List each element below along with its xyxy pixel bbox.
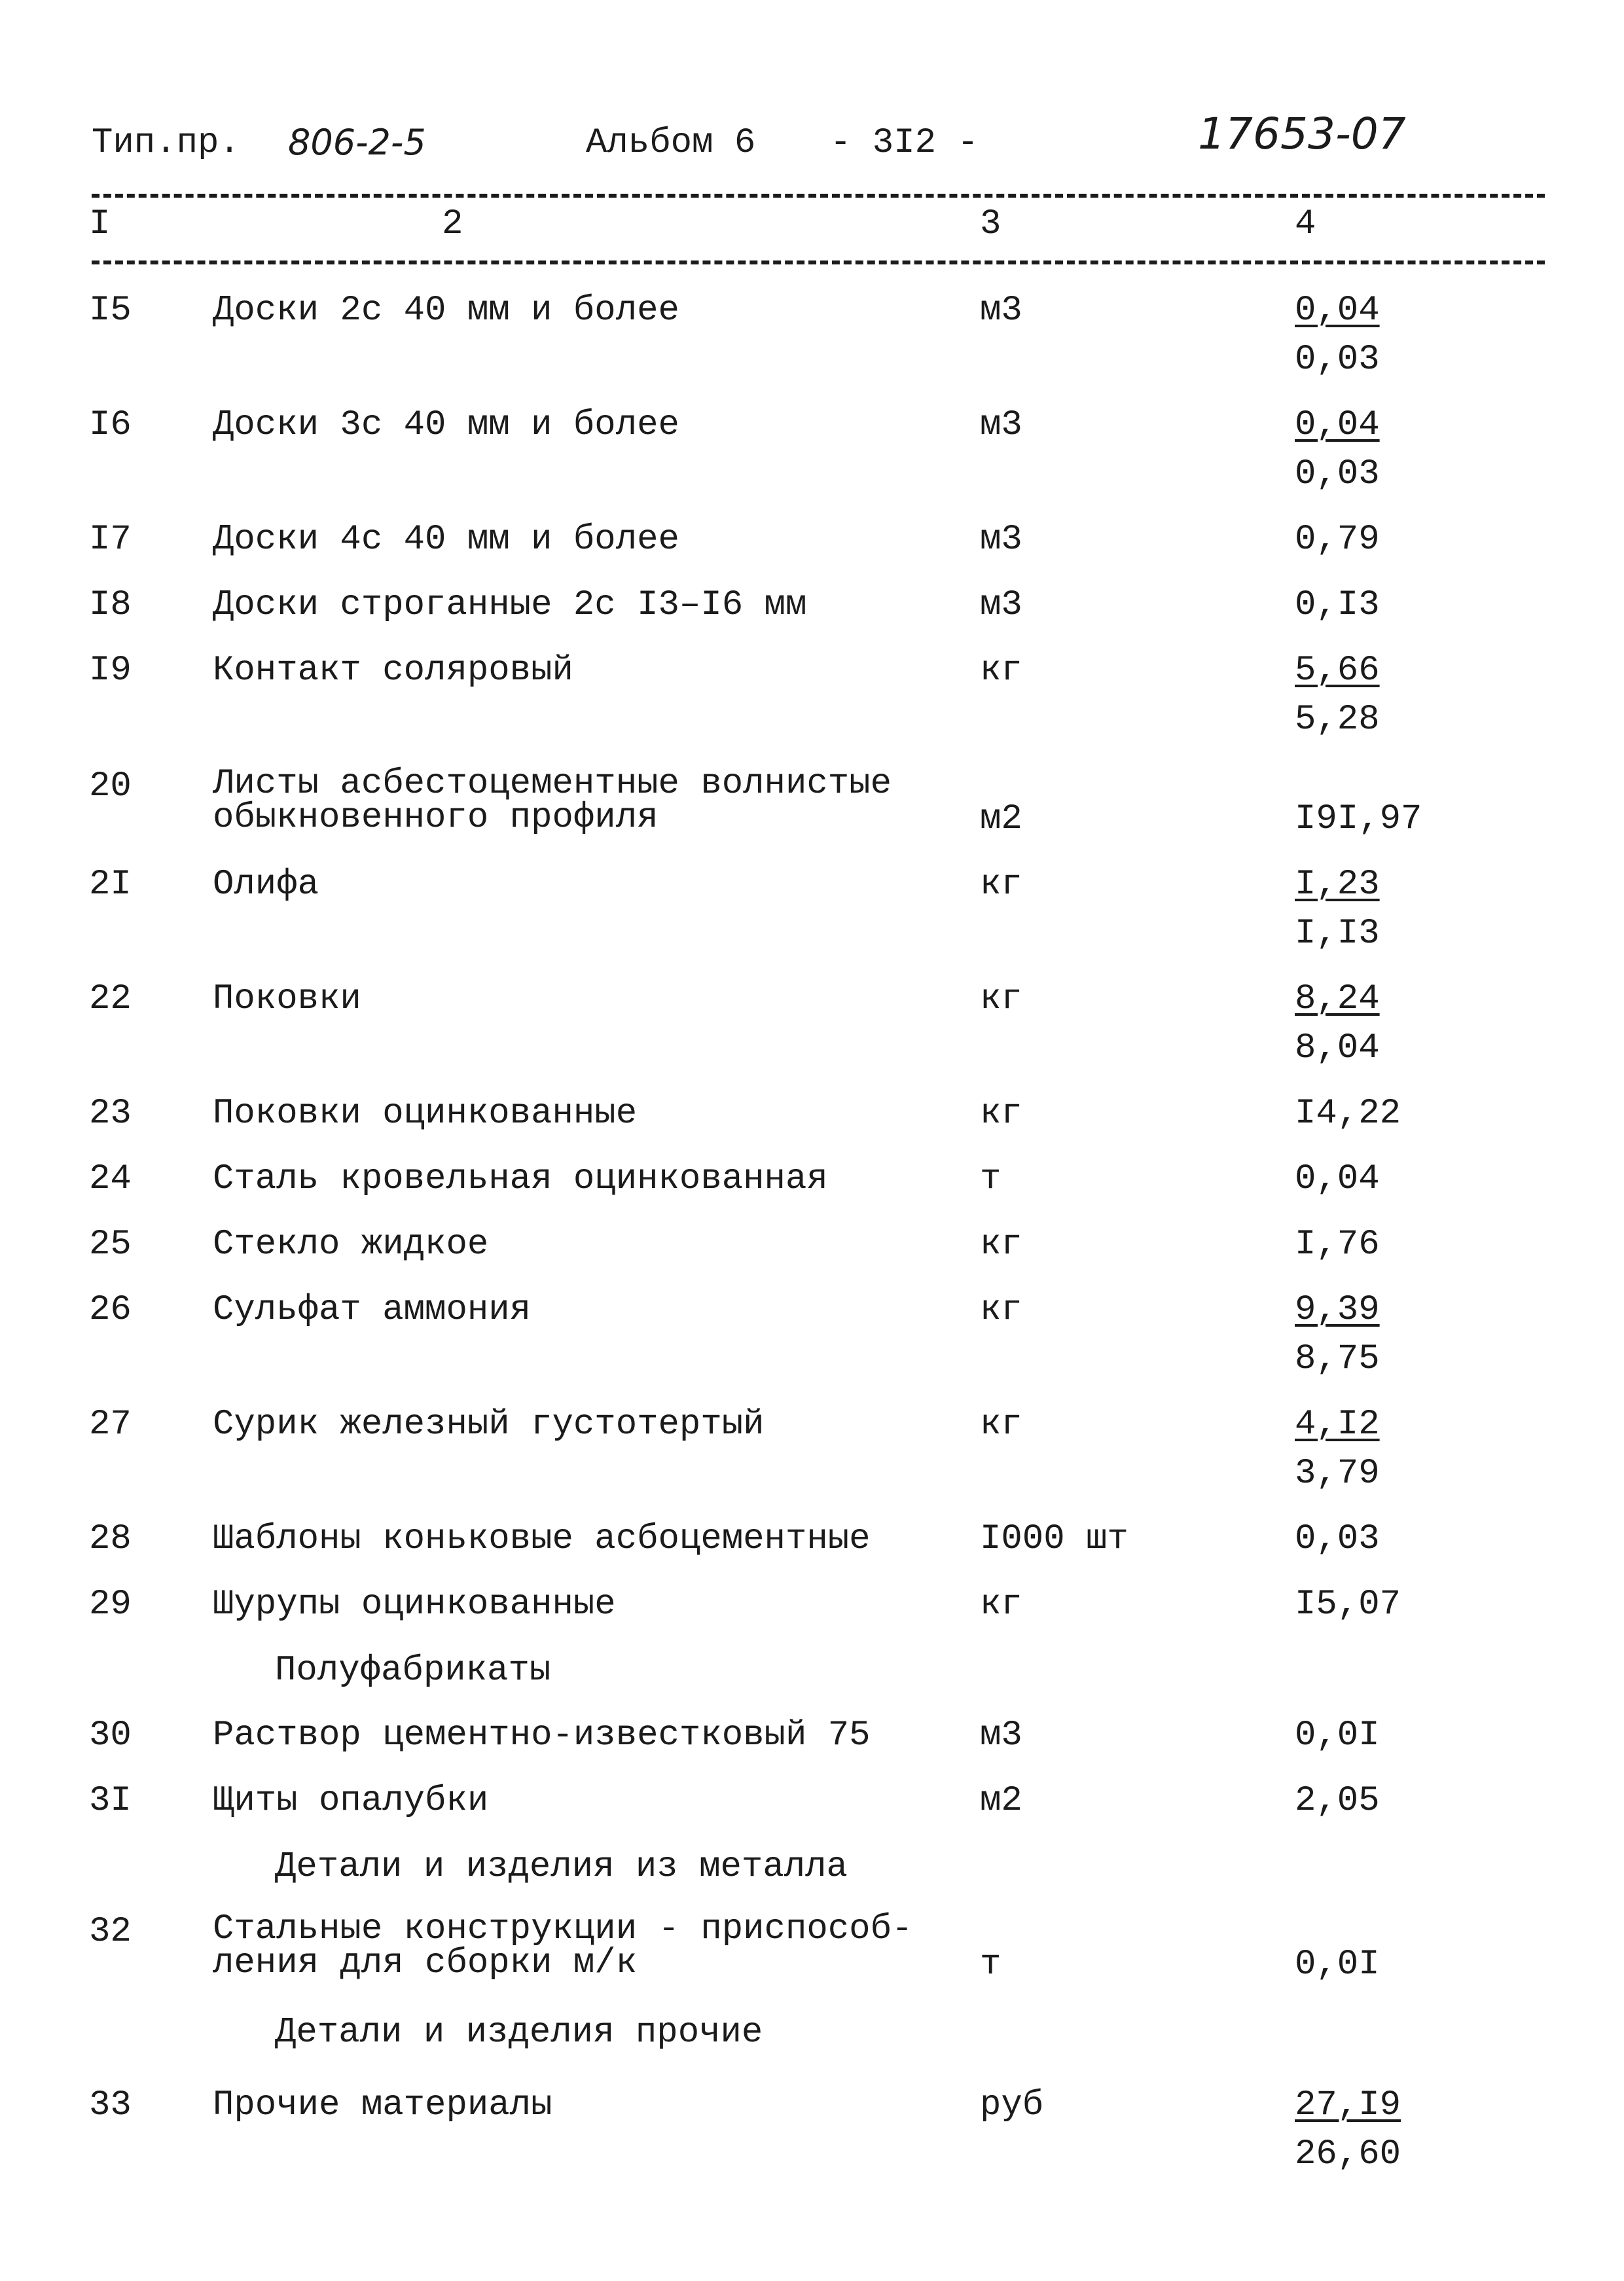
row-value-secondary: 5,28: [1295, 700, 1380, 740]
row-name: Доски 3с 40 мм и более: [213, 405, 679, 445]
row-unit: кг: [980, 1290, 1022, 1330]
row-value-primary: 0,04: [1295, 1159, 1380, 1199]
row-number: 24: [89, 1159, 132, 1199]
row-quantity: [1295, 980, 1380, 1068]
row-name-line-1: Листы асбестоцементные волнистые: [213, 764, 892, 804]
row-name: Сталь кровельная оцинкованная: [213, 1159, 828, 1199]
row-name: Поковки оцинкованные: [213, 1094, 638, 1134]
row-name: [213, 1909, 913, 1983]
row-number: 27: [89, 1405, 132, 1445]
row-value-primary: I4,22: [1295, 1094, 1401, 1134]
row-value-primary: I5,07: [1295, 1585, 1401, 1625]
column-header-2: 2: [442, 204, 463, 244]
row-value-primary: 4,I2: [1295, 1405, 1380, 1445]
document-number: 17653-07: [1198, 109, 1406, 159]
row-value-primary: 2,05: [1295, 1781, 1380, 1821]
row-value-primary: 0,04: [1295, 291, 1380, 331]
row-unit: I000 шт: [980, 1519, 1128, 1559]
row-value-primary: I,76: [1295, 1225, 1380, 1265]
row-quantity: [1295, 1291, 1380, 1379]
row-name: Олифа: [213, 865, 319, 905]
row-unit: руб: [980, 2085, 1044, 2125]
row-name-line-1: Стальные конструкции - приспособ-: [213, 1909, 913, 1949]
row-value-primary: 0,79: [1295, 520, 1380, 560]
row-unit: кг: [980, 1225, 1022, 1265]
row-number: 20: [89, 766, 132, 806]
row-name: Раствор цементно-известковый 75: [213, 1715, 871, 1755]
row-name: Доски 2с 40 мм и более: [213, 291, 679, 331]
row-value-secondary: 0,03: [1295, 454, 1380, 494]
row-number: 29: [89, 1585, 132, 1625]
row-unit: м3: [980, 585, 1022, 625]
project-number: 806-2-5: [288, 122, 426, 163]
album-label: Альбом 6: [586, 123, 756, 163]
row-number: 22: [89, 979, 132, 1019]
row-name: Прочие материалы: [213, 2085, 552, 2125]
row-value-primary: 8,24: [1295, 979, 1380, 1019]
row-unit: м3: [980, 291, 1022, 331]
row-name: Стекло жидкое: [213, 1225, 489, 1265]
row-number: 25: [89, 1225, 132, 1265]
row-number: 26: [89, 1290, 132, 1330]
row-value-primary: 9,39: [1295, 1290, 1380, 1330]
row-value-secondary: I,I3: [1295, 914, 1380, 954]
row-name: [213, 764, 892, 838]
row-name: Сурик железный густотертый: [213, 1405, 765, 1445]
row-quantity: [1295, 291, 1380, 380]
row-value-primary: I9I,97: [1295, 799, 1422, 839]
row-quantity: [1295, 406, 1380, 494]
row-number: 33: [89, 2085, 132, 2125]
row-name: Шурупы оцинкованные: [213, 1585, 616, 1625]
row-number: 32: [89, 1912, 132, 1952]
row-name-line-2: ления для сборки м/к: [213, 1943, 638, 1983]
row-name: Доски строганные 2с I3–I6 мм: [213, 585, 807, 625]
header-prefix: Тип.пр.: [92, 123, 240, 163]
row-value-primary: 0,03: [1295, 1519, 1380, 1559]
rule-under-header: [92, 260, 1545, 264]
row-unit: м3: [980, 405, 1022, 445]
row-value-primary: 0,04: [1295, 405, 1380, 445]
row-unit: м3: [980, 1715, 1022, 1755]
row-name: Поковки: [213, 979, 361, 1019]
row-number: 28: [89, 1519, 132, 1559]
row-name: Шаблоны коньковые асбоцементные: [213, 1519, 871, 1559]
column-header-3: 3: [980, 204, 1001, 244]
row-quantity: [1295, 651, 1380, 740]
row-unit: т: [980, 1945, 1001, 1985]
row-value-secondary: 8,04: [1295, 1028, 1380, 1068]
row-unit: т: [980, 1159, 1001, 1199]
row-value-primary: 0,I3: [1295, 585, 1380, 625]
row-unit: кг: [980, 1094, 1022, 1134]
row-value-primary: 0,0I: [1295, 1945, 1380, 1985]
row-unit: м2: [980, 1781, 1022, 1821]
row-name: Доски 4с 40 мм и более: [213, 520, 679, 560]
row-value-primary: I,23: [1295, 865, 1380, 905]
row-value-primary: 27,I9: [1295, 2085, 1401, 2125]
section-heading-other-parts: Детали и изделия прочие: [275, 2013, 763, 2053]
row-quantity: [1295, 865, 1380, 954]
row-number: I6: [89, 405, 132, 445]
row-unit: кг: [980, 1405, 1022, 1445]
column-header-4: 4: [1295, 204, 1316, 244]
row-value-secondary: 26,60: [1295, 2134, 1401, 2174]
row-name: Щиты опалубки: [213, 1781, 489, 1821]
row-name: Контакт соляровый: [213, 651, 573, 691]
row-unit: кг: [980, 651, 1022, 691]
column-header-1: I: [89, 204, 111, 244]
row-number: 23: [89, 1094, 132, 1134]
row-unit: кг: [980, 979, 1022, 1019]
rule-top: [92, 194, 1545, 198]
row-number: I9: [89, 651, 132, 691]
row-unit: кг: [980, 1585, 1022, 1625]
row-value-secondary: 8,75: [1295, 1339, 1380, 1379]
row-number: I5: [89, 291, 132, 331]
section-heading-semi-finished: Полуфабрикаты: [275, 1651, 551, 1691]
row-number: 2I: [89, 865, 132, 905]
row-value-primary: 5,66: [1295, 651, 1380, 691]
row-name-line-2: обыкновенного профиля: [213, 798, 659, 838]
row-value-secondary: 0,03: [1295, 340, 1380, 380]
row-number: I8: [89, 585, 132, 625]
row-number: I7: [89, 520, 132, 560]
row-quantity: [1295, 1405, 1380, 1494]
row-name: Сульфат аммония: [213, 1290, 532, 1330]
row-value-primary: 0,0I: [1295, 1715, 1380, 1755]
row-number: 3I: [89, 1781, 132, 1821]
row-unit: м3: [980, 520, 1022, 560]
row-value-secondary: 3,79: [1295, 1454, 1380, 1494]
row-unit: м2: [980, 799, 1022, 839]
row-quantity: [1295, 2086, 1401, 2174]
page-number: - 3I2 -: [830, 123, 979, 163]
section-heading-metal-parts: Детали и изделия из металла: [275, 1847, 848, 1887]
row-unit: кг: [980, 865, 1022, 905]
row-number: 30: [89, 1715, 132, 1755]
